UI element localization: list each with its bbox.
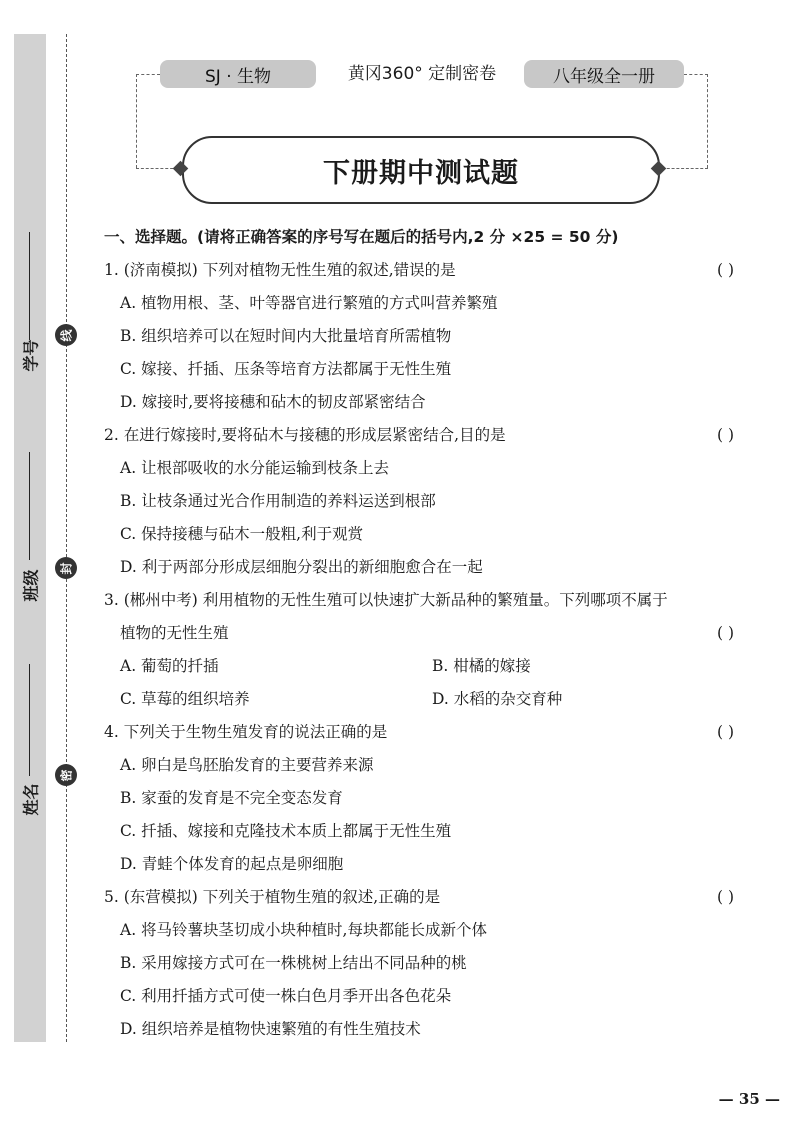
cut-line	[66, 34, 67, 1042]
option: A. 植物用根、茎、叶等器官进行繁殖的方式叫营养繁殖	[120, 294, 498, 312]
page-number: — 35 —	[718, 1090, 780, 1108]
question-stem: 3. (郴州中考) 利用植物的无性生殖可以快速扩大新品种的繁殖量。下列哪项不属于	[104, 591, 668, 609]
grade-pill: 八年级全一册	[524, 60, 684, 88]
seal-seal: 封	[55, 557, 77, 579]
seal-secret: 密	[55, 764, 77, 786]
name-blank	[29, 664, 30, 776]
option: A. 卵白是鸟胚胎发育的主要营养来源	[120, 756, 374, 774]
option: B. 采用嫁接方式可在一株桃树上结出不同品种的桃	[120, 954, 467, 972]
answer-bracket: ( )	[716, 426, 734, 444]
header-dash	[136, 74, 137, 168]
answer-bracket: ( )	[716, 624, 734, 642]
header-dash	[707, 74, 708, 168]
class-blank	[29, 452, 30, 560]
option: C. 草莓的组织培养	[120, 690, 250, 708]
subject-pill: SJ · 生物	[160, 60, 316, 88]
student-id-blank	[29, 232, 30, 340]
option: C. 利用扦插方式可使一株白色月季开出各色花朵	[120, 987, 452, 1005]
option: C. 扦插、嫁接和克隆技术本质上都属于无性生殖	[120, 822, 452, 840]
question-stem: 4. 下列关于生物生殖发育的说法正确的是 ( )	[104, 716, 744, 749]
binding-strip	[14, 34, 46, 1042]
answer-bracket: ( )	[716, 261, 734, 279]
option: B. 让枝条通过光合作用制造的养料运送到根部	[120, 492, 436, 510]
option-row	[104, 650, 744, 683]
header-dash	[662, 168, 708, 169]
title-box	[182, 136, 660, 204]
question-stem-continued: 植物的无性生殖 ( )	[104, 617, 744, 650]
option: B. 组织培养可以在短时间内大批量培育所需植物	[120, 327, 452, 345]
option: D. 水稻的杂交育种	[432, 690, 563, 708]
option: D. 嫁接时,要将接穗和砧木的韧皮部紧密结合	[120, 393, 426, 411]
question-stem: 5. (东营模拟) 下列关于植物生殖的叙述,正确的是 ( )	[104, 881, 744, 914]
page-title: 下册期中测试题	[323, 157, 519, 189]
answer-bracket: ( )	[716, 723, 734, 741]
question-stem: 1. (济南模拟) 下列对植物无性生殖的叙述,错误的是 ( )	[104, 254, 744, 287]
option: B. 柑橘的嫁接	[432, 657, 531, 675]
name-label: 姓名	[21, 783, 41, 816]
option: B. 家蚕的发育是不完全变态发育	[120, 789, 343, 807]
option: D. 青蛙个体发育的起点是卵细胞	[120, 855, 344, 873]
question-list	[104, 221, 744, 1046]
section-heading: 一、选择题。(请将正确答案的序号写在题后的括号内,2 分 ×25 = 50 分)	[104, 228, 619, 246]
option: C. 保持接穗与砧木一般粗,利于观赏	[120, 525, 364, 543]
series-name: 黄冈360° 定制密卷	[347, 64, 497, 84]
option: A. 葡萄的扦插	[120, 657, 219, 675]
student-id-label: 学号	[21, 339, 41, 372]
answer-bracket: ( )	[716, 888, 734, 906]
option: C. 嫁接、扦插、压条等培育方法都属于无性生殖	[120, 360, 452, 378]
header-dash	[136, 74, 160, 75]
option: A. 将马铃薯块茎切成小块种植时,每块都能长成新个体	[120, 921, 487, 939]
question-stem: 2. 在进行嫁接时,要将砧木与接穗的形成层紧密结合,目的是 ( )	[104, 419, 744, 452]
option-row	[104, 683, 744, 716]
header-dash	[684, 74, 708, 75]
option: D. 组织培养是植物快速繁殖的有性生殖技术	[120, 1020, 421, 1038]
option: D. 利于两部分形成层细胞分裂出的新细胞愈合在一起	[120, 558, 483, 576]
option: A. 让根部吸收的水分能运输到枝条上去	[120, 459, 390, 477]
class-label: 班级	[21, 569, 41, 602]
seal-line: 线	[55, 324, 77, 346]
